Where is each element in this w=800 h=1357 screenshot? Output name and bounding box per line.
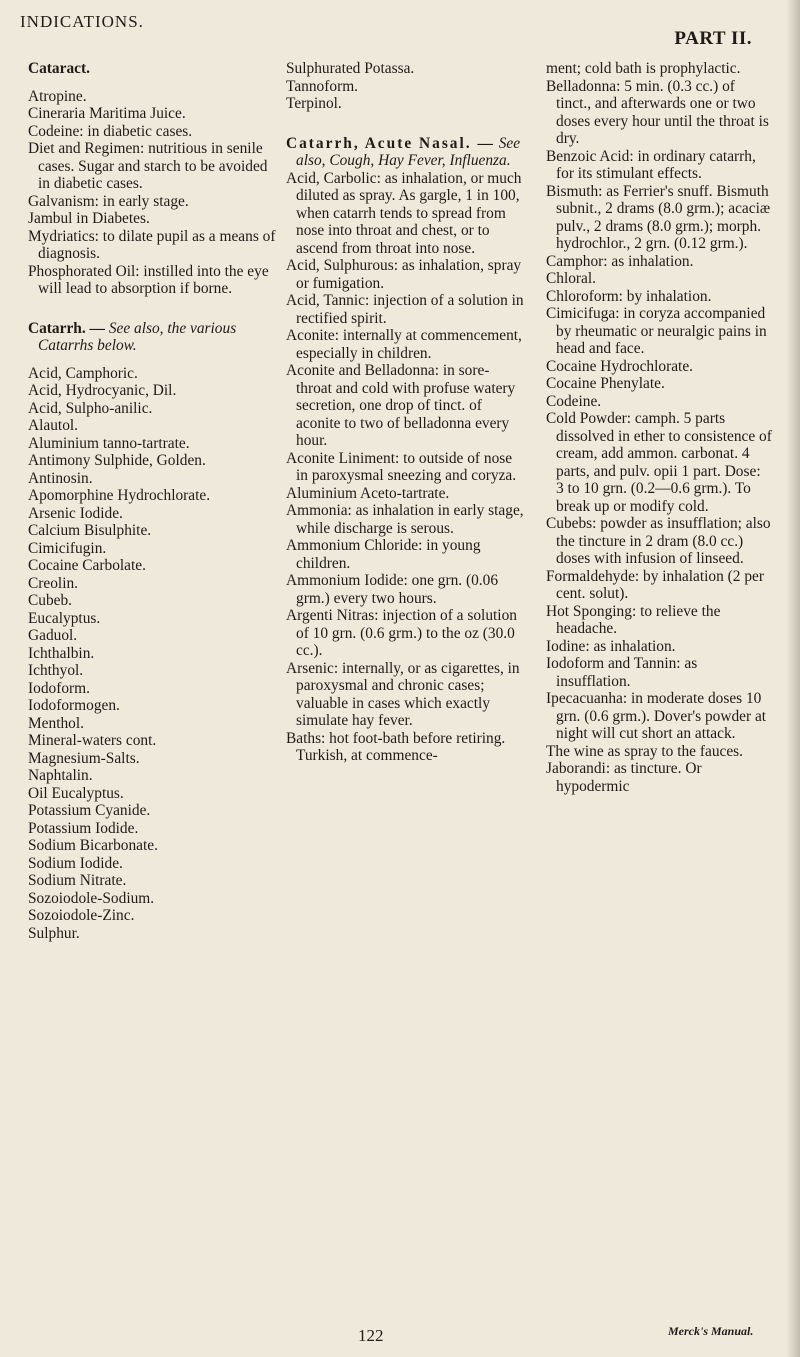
list-item: Hot Sponging: to relieve the headache. (546, 602, 721, 637)
list-item: Aluminium tanno-tartrate. (28, 434, 190, 452)
list-item: Mineral-waters cont. (28, 732, 157, 749)
list-item: Codeine: in diabetic cases. (28, 122, 193, 140)
list-item: Ammonium Iodide: one grn. (0.06 grm.) every two hours. (286, 572, 499, 607)
list-item: Chloroform: by inhalation. (546, 287, 712, 305)
list-item: Ipecacuanha: in moderate doses 10 grn. (0.6 grm.). Dover's powder at night will cut short an attack. (546, 690, 767, 742)
column-3 (546, 60, 772, 1320)
acute-nasal-list-continued (546, 60, 772, 795)
page-edge-shadow (786, 0, 800, 1357)
list-item: Oil Eucalyptus. (28, 784, 124, 802)
column-1 (28, 60, 278, 1320)
page-number: 122 (358, 1326, 384, 1345)
list-item: Sodium Iodide. (28, 854, 123, 872)
cataract-list (28, 88, 278, 298)
list-item: Galvanism: in early stage. (28, 192, 189, 210)
list-item: Jaborandi: as tincture. Or hypodermic (546, 760, 702, 795)
list-item: Gaduol. (28, 627, 78, 644)
list-item: Phosphorated Oil: instilled into the eye will lead to absorption if borne. (28, 262, 269, 297)
list-item: Alautol. (28, 417, 79, 434)
list-item: ment; cold bath is prophylactic. (546, 60, 741, 77)
list-item: Potassium Cyanide. (28, 802, 151, 819)
list-item: Sodium Nitrate. (28, 872, 127, 889)
list-item: Chloral. (546, 270, 597, 287)
running-header-left: INDICATIONS. (20, 12, 144, 31)
list-item: Ichthalbin. (28, 644, 95, 662)
list-item: Acid, Sulpho-anilic. (28, 399, 153, 417)
list-item: Sozoiodole-Zinc. (28, 907, 135, 924)
list-item: Cocaine Carbolate. (28, 557, 146, 574)
list-item: Atropine. (28, 87, 87, 105)
list-item: Aconite and Belladonna: in sore-throat and cold with profuse watery secretion, one drop of tinct. of aconite to two of belladonna every hour. (286, 362, 516, 449)
list-item: Apomorphine Hydrochlorate. (28, 487, 211, 504)
list-item: Iodine: as inhalation. (546, 637, 676, 655)
list-item: Eucalyptus. (28, 609, 101, 627)
section-heading-acute-nasal-catarrh: Catarrh, Acute Nasal. — See also, Cough, Hay Fever, Influenza. (286, 134, 521, 169)
acute-nasal-list (286, 170, 524, 765)
list-item: Iodoform and Tannin: as insufflation. (546, 655, 698, 690)
list-item: Aconite Liniment: to outside of nose in paroxysmal sneezing and coryza. (286, 449, 517, 484)
list-item: Magnesium-Salts. (28, 749, 140, 767)
list-item: Antimony Sulphide, Golden. (28, 452, 206, 469)
list-item: Ammonia: as inhalation in early stage, while discharge is serous. (286, 502, 524, 537)
list-item: Naphtalin. (28, 767, 93, 784)
list-item: Acid, Camphoric. (28, 364, 138, 382)
list-item: Sozoiodole-Sodium. (28, 889, 155, 907)
list-item: Ammonium Chloride: in young children. (286, 537, 481, 572)
list-item: Terpinol. (286, 95, 342, 112)
list-item: Calcium Bisulphite. (28, 522, 152, 539)
catarrh-see-also: See also, the various Catarrhs below. (38, 319, 237, 354)
list-item: Cocaine Hydrochlorate. (546, 357, 694, 375)
catarrh-list (28, 365, 278, 943)
list-item: Iodoformogen. (28, 697, 120, 714)
list-item: Acid, Hydrocyanic, Dil. (28, 382, 177, 399)
list-item: Mydriatics: to dilate pupil as a means of diagnosis. (28, 227, 276, 262)
list-item: Belladonna: 5 min. (0.3 cc.) of tinct., and afterwards one or two doses every hour until the throat is dry. (546, 77, 769, 147)
list-item: Arsenic: internally, or as cigarettes, in paroxysmal and chronic cases; valuable in cases which exactly simulate hay fever. (286, 659, 520, 729)
list-item: Aconite: internally at commencement, especially in children. (286, 327, 522, 362)
list-item: Jambul in Diabetes. (28, 210, 150, 227)
list-item: Benzoic Acid: in ordinary catarrh, for its stimulant effects. (546, 147, 756, 182)
list-item: Diet and Regimen: nutritious in senile cases. Sugar and starch to be avoided in diabetic cases. (28, 140, 268, 192)
list-item: Arsenic Iodide. (28, 504, 123, 522)
list-item: The wine as spray to the fauces. (546, 742, 744, 760)
list-item: Potassium Iodide. (28, 819, 139, 837)
list-item: Cocaine Phenylate. (546, 375, 665, 392)
list-item: Baths: hot foot-bath before retiring. Turkish, at commence- (286, 729, 506, 764)
list-item: Sodium Bicarbonate. (28, 837, 158, 854)
list-item: Cineraria Maritima Juice. (28, 105, 186, 122)
list-item: Sulphur. (28, 924, 80, 942)
list-item: Cubeb. (28, 592, 73, 609)
running-header-right: PART II. (674, 28, 752, 49)
continued-list (286, 60, 524, 113)
publisher-mark: Merck's Manual. (668, 1324, 754, 1338)
list-item: Antinosin. (28, 469, 93, 487)
list-item: Camphor: as inhalation. (546, 252, 694, 270)
list-item: Creolin. (28, 574, 79, 592)
list-item: Cimicifugin. (28, 539, 107, 557)
list-item: Formaldehyde: by inhalation (2 per cent. solut). (546, 567, 764, 602)
list-item: Codeine. (546, 392, 602, 410)
list-item: Cold Powder: camph. 5 parts dissolved in ether to consistence of cream, add ammon. carbonat. 4 parts, and pulv. opii 1 part. Dose: 3 to 10 grn. (0.2—0.6 grm.). To break up or modify cold. (546, 410, 772, 515)
list-item: Cimicifuga: in coryza accompanied by rheumatic or neuralgic pains in head and face. (546, 305, 767, 357)
list-item: Tannoform. (286, 77, 359, 95)
list-item: Acid, Sulphurous: as inhalation, spray or fumigation. (286, 257, 522, 292)
list-item: Sulphurated Potassa. (286, 60, 415, 77)
column-2 (286, 60, 524, 1320)
section-heading-catarrh: Catarrh. — See also, the various Catarrhs below. (28, 319, 237, 354)
section-heading-cataract: Cataract. (28, 60, 90, 77)
list-item: Acid, Tannic: injection of a solution in rectified spirit. (286, 292, 524, 327)
list-item: Acid, Carbolic: as inhalation, or much diluted as spray. As gargle, 1 in 100, when catarrh tends to spread from nose into throat and chest, or to ascend from throat into nose. (286, 169, 522, 257)
list-item: Argenti Nitras: injection of a solution of 10 grn. (0.6 grm.) to the oz (30.0 cc.). (286, 607, 517, 659)
list-item: Bismuth: as Ferrier's snuff. Bismuth subnit., 2 drams (8.0 grm.); acaciæ pulv., 2 drams (8.0 grm.); morph. hydrochlor., 2 grn. (0.12 grm.). (546, 182, 771, 252)
list-item: Menthol. (28, 714, 85, 732)
acute-see-also: See also, Cough, Hay Fever, Influenza. (296, 134, 521, 169)
list-item: Ichthyol. (28, 662, 84, 679)
list-item: Cubebs: powder as insufflation; also the tincture in 2 dram (8.0 cc.) doses with infusion of linseed. (546, 515, 771, 567)
list-item: Aluminium Aceto-tartrate. (286, 484, 450, 502)
list-item: Iodoform. (28, 679, 90, 697)
